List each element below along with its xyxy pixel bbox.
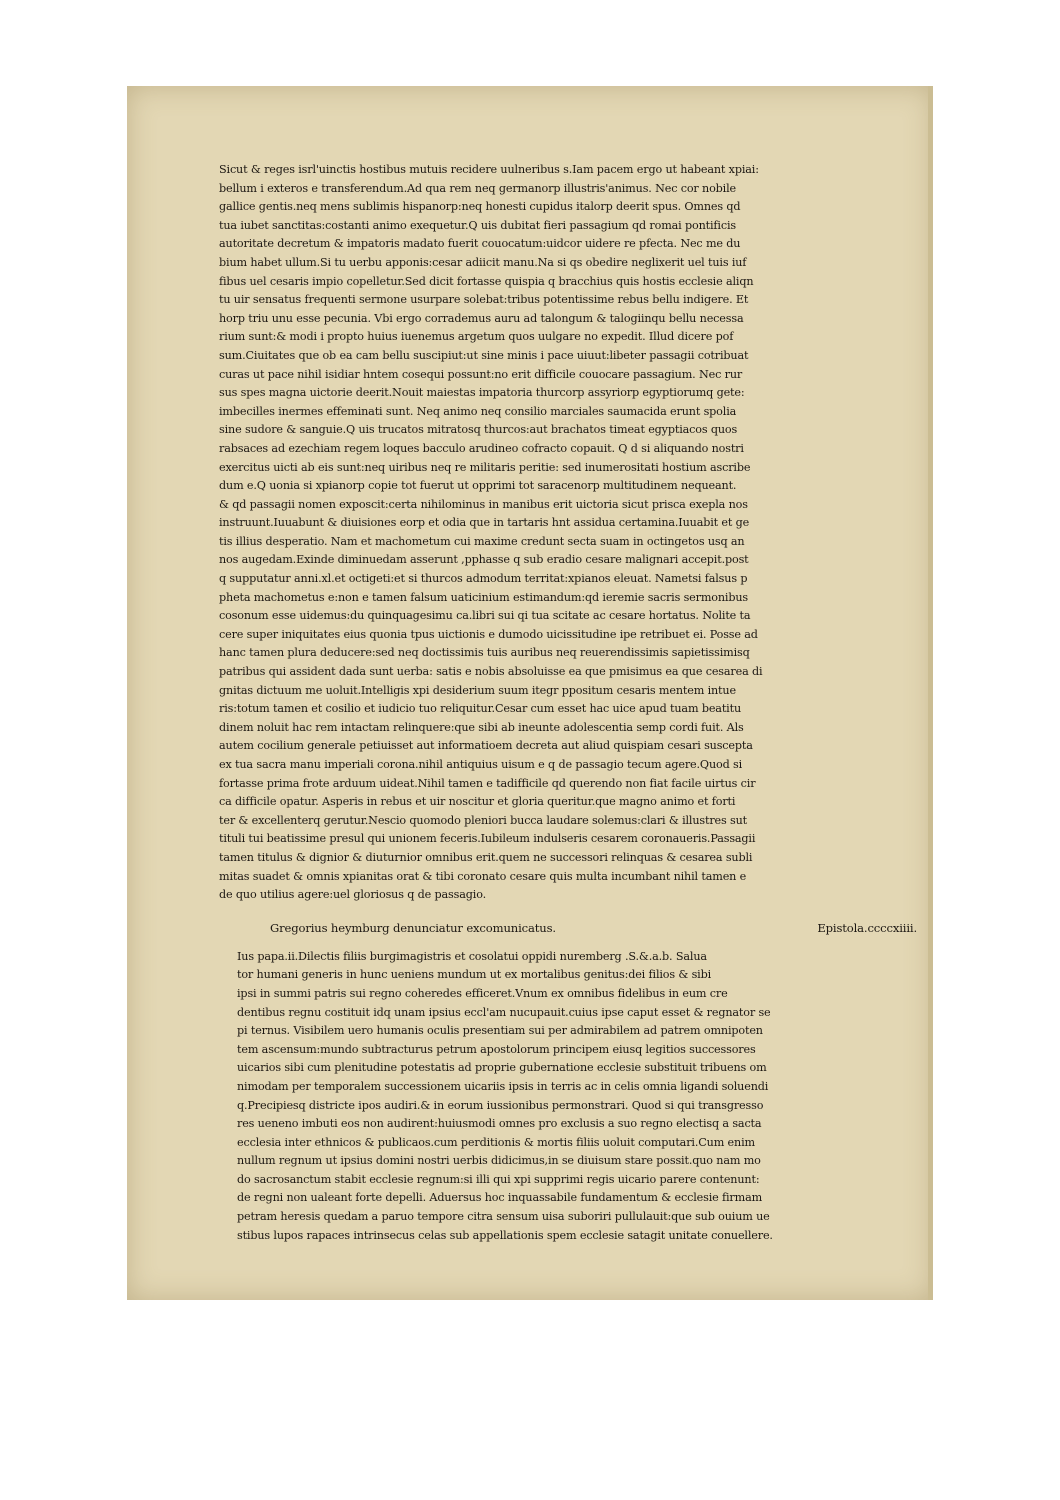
text-line: de regni non ualeant forte depelli. Aduersus hoc inquassabile fundamentum & ecclesie firmam [237, 1191, 763, 1205]
text-line: tem ascensum:mundo subtracturus petrum apostolorum principem eiusq legitios successores [237, 1042, 756, 1056]
text-line: horp triu unu esse pecunia. Vbi ergo corrademus auru ad talongum & talogiinqu bellu necessa [219, 311, 744, 325]
text-line: imbecilles inermes effeminati sunt. Neq animo neq consilio marciales saumacida erunt spolia [219, 404, 737, 418]
text-line: sus spes magna uictorie deerit.Nouit maiestas impatoria thurcorp assyriorp egyptiorumq gete: [219, 386, 745, 400]
text-line: fibus uel cesaris impio copelletur.Sed dicit fortasse quispia q bracchius quis hostis ecclesie aliqn [219, 274, 754, 288]
text-line: & qd passagii nomen exposcit:certa nihilominus in manibus erit uictoria sicut prisca exepla nos [219, 497, 748, 511]
text-line: uicarios sibi cum plenitudine potestatis ad proprie gubernatione ecclesie substituit tribuens om [237, 1061, 767, 1075]
text-line: stibus lupos rapaces intrinsecus celas sub appellationis spem ecclesie satagit unitate conuellere. [237, 1228, 773, 1242]
text-line: tis illius desperatio. Nam et machometum cui maxime credunt secta suam in octingetos usq an [219, 534, 745, 548]
text-line: dum e.Q uonia si xpianorp copie tot fuerut ut opprimi tot saracenorp multitudinem nequeant. [219, 479, 737, 493]
text-line: patribus qui assident dada sunt uerba: satis e nobis absoluisse ea que pmisimus ea que cesarea di [219, 665, 763, 679]
text-line: gnitas dictuum me uoluit.Intelligis xpi desiderium suum itegr ppositum cesaris mentem intue [219, 683, 736, 697]
text-line: mitas suadet & omnis xpianitas orat & tibi coronato cesare quis multa incumbant nihil tamen e [219, 869, 747, 883]
text-line: hanc tamen plura deducere:sed neq doctissimis tuis auribus neq reuerendissimis sapietissimisq [219, 646, 750, 660]
text-line: q supputatur anni.xl.et octigeti:et si thurcos admodum territat:xpianos eleuat. Nametsi falsus p [219, 572, 748, 586]
text-line: exercitus uicti ab eis sunt:neq uiribus neq re militaris peritie: sed inumerositati hostium ascribe [219, 460, 751, 474]
text-line: rium sunt:& modi i propto huius iuenemus argetum quos uulgare no expedit. Illud dicere pof [219, 330, 734, 344]
scanned-page [127, 86, 933, 1300]
text-line: autoritate decretum & impatoris madato fuerit couocatum:uidcor uidere re pfecta. Nec me du [219, 237, 741, 251]
page-edge-shadow [928, 86, 933, 1300]
text-line: bellum i exteros e transferendum.Ad qua rem neq germanorp illustris'animus. Nec cor nobile [219, 181, 737, 195]
text-line: pi ternus. Visibilem uero humanis oculis presentiam sui per admirabilem ad patrem omnipoten [237, 1024, 763, 1038]
letter-heading [219, 919, 917, 938]
text-line: fortasse prima frote arduum uideat.Nihil tamen e tadifficile qd querendo non fiat facile uirtus cir [219, 776, 756, 790]
text-line: tituli tui beatissime presul qui unionem feceris.Iubileum indulseris cesarem coronaueris.Passagii [219, 832, 756, 846]
text-line: nos augedam.Exinde diminuedam asserunt ,pphasse q sub eradio cesare malignari accepit.post [219, 553, 749, 567]
text-line: instruunt.Iuuabunt & diuisiones eorp et odia que in tartaris hnt assidua certamina.Iuuabit et ge [219, 516, 750, 530]
text-line: cosonum esse uidemus:du quinquagesimu ca.libri sui qi tua scitate ac cesare hortatus. Nolite ta [219, 609, 751, 623]
text-line: sum.Ciuitates que ob ea cam bellu suscipiut:ut sine minis i pace uiuut:libeter passagii cotribuat [219, 348, 749, 362]
text-line: Ius papa.ii.Dilectis filiis burgimagistris et cosolatui oppidi nuremberg .S.&.a.b. Salua [237, 949, 707, 963]
main-text-body [219, 161, 907, 905]
text-line: ca difficile opatur. Asperis in rebus et uir noscitur et gloria queritur.que magno animo et forti [219, 795, 736, 809]
text-line: ter & excellenterq gerutur.Nescio quomodo pleniori bucca laudare solemus:clari & illustres sut [219, 813, 748, 827]
text-line: gallice gentis.neq mens sublimis hispanorp:neq honesti cupidus italorp deerit spus. Omnes qd [219, 200, 741, 214]
letter-heading-title: Gregorius heymburg denunciatur excomunicatus. [270, 920, 556, 935]
text-line: curas ut pace nihil isidiar hntem cosequi possunt:no erit difficile couocare passagium. Nec rur [219, 367, 743, 381]
letter-number: Epistola.ccccxiiii. [817, 920, 917, 935]
text-line: ecclesia inter ethnicos & publicaos.cum perditionis & mortis filiis uoluit computari.Cum enim [237, 1135, 755, 1149]
text-line: tamen titulus & dignior & diuturnior omnibus erit.quem ne successori relinquas & cesarea subli [219, 850, 753, 864]
text-line: Sicut & reges isrl'uinctis hostibus mutuis recidere uulneribus s.Iam pacem ergo ut habeant xpiai: [219, 163, 759, 176]
text-line: do sacrosanctum stabit ecclesie regnum:si illi qui xpi supprimi regis uicario parere contenunt: [237, 1172, 760, 1186]
letter-text-body [219, 948, 907, 1246]
text-line: dinem noluit hac rem intactam relinquere:que sibi ab ineunte adolescentia semp cordi fuit. Als [219, 720, 744, 734]
text-line: sine sudore & sanguie.Q uis trucatos mitratosq thurcos:aut brachatos timeat egyptiacos quos [219, 423, 738, 437]
text-line: ex tua sacra manu imperiali corona.nihil antiquius uisum e q de passagio tecum agere.Quod si [219, 758, 743, 771]
text-line: ipsi in summi patris sui regno coheredes efficeret.Vnum ex omnibus fidelibus in eum cre [237, 986, 728, 1000]
text-line: rabsaces ad ezechiam regem loques bacculo arudineo cofracto copauit. Q d si aliquando nostri [219, 441, 744, 455]
page-text-block [219, 161, 917, 1245]
text-line: nimodam per temporalem successionem uicariis ipsis in terris ac in celis omnia ligandi soluendi [237, 1079, 769, 1093]
text-line: petram heresis quedam a paruo tempore citra sensum uisa suboriri pullulauit:que sub ouium ue [237, 1210, 770, 1224]
text-line: tu uir sensatus frequenti sermone usurpare solebat:tribus potentissime rebus bellu indigere. Et [219, 293, 749, 307]
text-line: bium habet ullum.Si tu uerbu apponis:cesar adiicit manu.Na si qs obedire neglixerit uel tuis iuf [219, 255, 747, 269]
text-line: res ueneno imbuti eos non audirent:huiusmodi omnes pro exclusis a suo regno electisq a sacta [237, 1117, 762, 1131]
text-line: cere super iniquitates eius quonia tpus uictionis e dumodo uicissitudine ipe retribuet ei. Posse ad [219, 627, 758, 641]
text-line: dentibus regnu costituit idq unam ipsius eccl'am nucupauit.cuius ipse caput esset & regnator se [237, 1005, 771, 1019]
text-line: autem cocilium generale petiuisset aut informatioem decreta aut aliud quispiam cesari suscepta [219, 739, 753, 753]
text-line: ris:totum tamen et cosilio et iudicio tuo reliquitur.Cesar cum esset hac uice apud tuam beatitu [219, 702, 741, 716]
text-line: pheta machometus e:non e tamen falsum uaticinium estimandum:qd ieremie sacris sermonibus [219, 590, 749, 604]
text-line: q.Precipiesq districte ipos audiri.& in eorum iussionibus permonstrari. Quod si qui transgresso [237, 1098, 764, 1112]
text-line: de quo utilius agere:uel gloriosus q de passagio. [219, 888, 486, 902]
text-line: tor humani generis in hunc ueniens mundum ut ex mortalibus genitus:dei filios & sibi [237, 968, 712, 982]
text-line: tua iubet sanctitas:costanti animo exequetur.Q uis dubitat fieri passagium qd romai pontificis [219, 218, 736, 232]
text-line: nullum regnum ut ipsius domini nostri uerbis didicimus,in se diuisum stare possit.quo nam mo [237, 1154, 761, 1168]
